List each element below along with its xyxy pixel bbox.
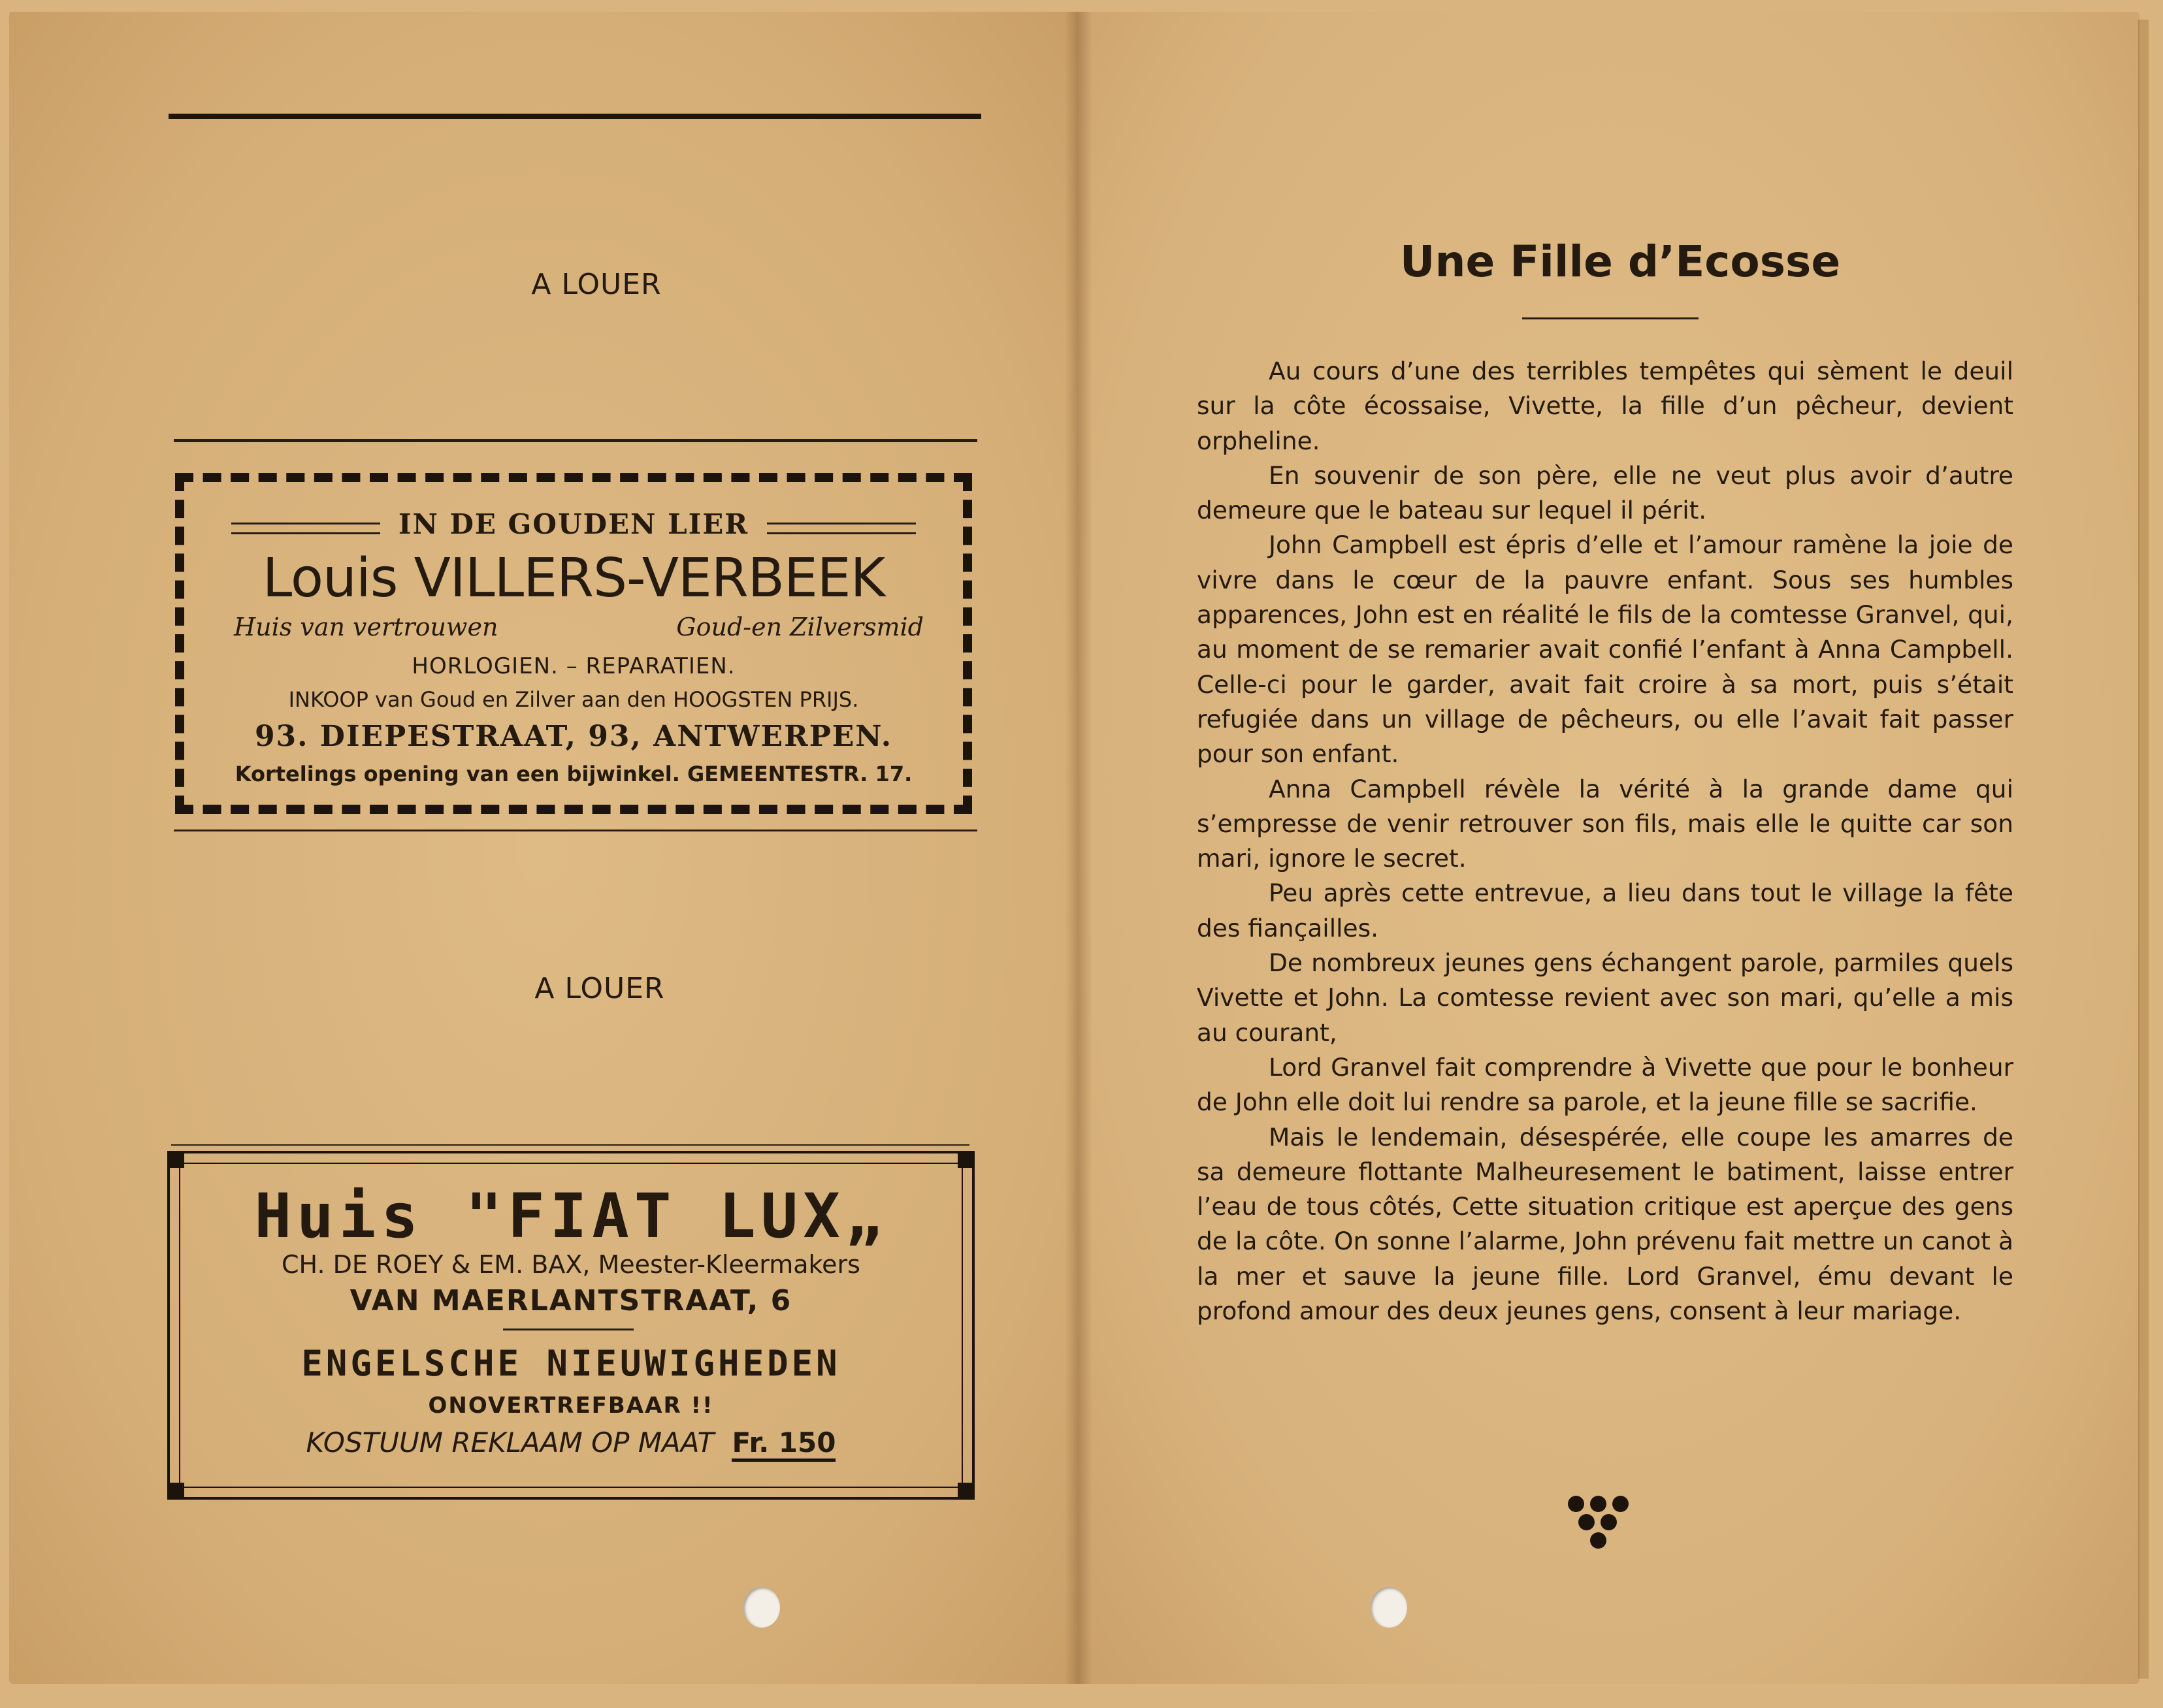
louer-label-1: A LOUER (531, 268, 662, 301)
paragraph: Mais le lendemain, désespérée, elle coupe les amarres de sa demeure flottante Malheuresement le batiment, laisse entrer l’eau de tous côtés, Cette situation critique est aperçue des gens de la côte. On sonne l’alarme, John prévenu fait mettre un canot à la mer et sauve la jeune fille. Lord Granvel, ému devant le profond amour des deux jeunes gens, consent à leur mariage. (1197, 1122, 2013, 1326)
paragraph: Anna Campbell révèle la vérité à la grande dame qui s’empresse de venir retrouver son fils, mais elle le quitte car son mari, ignore le secret. (1197, 774, 2013, 873)
article-body (1197, 354, 2013, 1329)
ad2-top-rule (171, 1144, 969, 1146)
corner-ornament (958, 1483, 975, 1500)
services-line: HORLOGIEN. – REPARATIEN. (412, 653, 736, 679)
paragraph: En souvenir de son père, elle ne veut plus avoir d’autre demeure que le bateau sur lequel il périt. (1197, 460, 2013, 525)
ad2-divider (503, 1329, 634, 1330)
punch-hole-left (743, 1587, 780, 1628)
branch-notice: Kortelings opening van een bijwinkel. GEMEENTESTR. 17. (235, 762, 913, 786)
ad-fiat-lux (167, 1151, 975, 1500)
ad-heading: IN DE GOUDEN LIER (398, 508, 749, 540)
article-title: Une Fille d’Ecosse (1399, 236, 1841, 287)
page-edge (2138, 20, 2149, 1679)
paragraph: Peu après cette entrevue, a lieu dans tout le village la fête des fiançailles. (1197, 878, 2013, 943)
tagline-right: Goud-en Zilversmid (676, 613, 924, 641)
tailor-claim: ONOVERTREFBAAR !! (428, 1393, 714, 1419)
corner-ornament (167, 1483, 184, 1500)
grape-ornament-icon (1568, 1496, 1633, 1555)
tailor-offer-line (170, 1426, 972, 1458)
novelty-banner: ENGELSCHE NIEUWIGHEDEN (301, 1343, 841, 1384)
jeweler-name: Louis VILLERS-VERBEEK (262, 547, 885, 609)
top-rule (169, 114, 981, 119)
ad-villers-verbeek (175, 473, 972, 814)
corner-ornament (167, 1151, 184, 1168)
tailor-shop-name: Huis "FIAT LUX„ (254, 1181, 888, 1252)
tagline-left: Huis van vertrouwen (234, 613, 498, 641)
paragraph: De nombreux jeunes gens échangent parole, parmiles quels Vivette et John. La comtesse revient avec son mari, qu’elle a mis au courant, (1197, 948, 2013, 1047)
paragraph: John Campbell est épris d’elle et l’amour ramène la joie de vivre dans le cœur de la pauvre enfant. Sous ses humbles apparences, John est en réalité le fils de la comtesse Granvel, qui, au moment de se remarier avait confié l’enfant à Anna Campbell. Celle-ci pour le garder, avait fait croire à sa mort, puis s’était refugiée dans un village de pêcheurs, ou elle l’avait fait passer pour son enfant. (1197, 530, 2013, 769)
corner-ornament (958, 1151, 975, 1168)
tailor-price: Fr. 150 (732, 1426, 836, 1462)
ad-separator-top (174, 439, 977, 442)
binding-gutter (1065, 12, 1092, 1684)
buying-line: INKOOP van Goud en Zilver aan den HOOGSTEN PRIJS. (288, 687, 859, 712)
paragraph: Lord Granvel fait comprendre à Vivette que pour le bonheur de John elle doit lui rendre sa parole, et la jeune fille se sacrifie. (1197, 1052, 2013, 1117)
title-underline (1522, 317, 1699, 319)
ad-separator-bottom (174, 830, 977, 831)
tailor-address: VAN MAERLANTSTRAAT, 6 (350, 1284, 792, 1317)
louer-label-2: A LOUER (534, 972, 665, 1005)
paragraph: Au cours d’une des terribles tempêtes qui sèment le deuil sur la côte écossaise, Vivette, la fille d’un pêcheur, devient orpheline. (1197, 357, 2013, 455)
punch-hole-right (1371, 1587, 1407, 1628)
shop-address: 93. DIEPESTRAAT, 93, ANTWERPEN. (254, 720, 893, 753)
tailor-offer: KOSTUUM REKLAAM OP MAAT (306, 1426, 715, 1458)
tailor-owners: CH. DE ROEY & EM. BAX, Meester-Kleermakers (282, 1250, 860, 1279)
